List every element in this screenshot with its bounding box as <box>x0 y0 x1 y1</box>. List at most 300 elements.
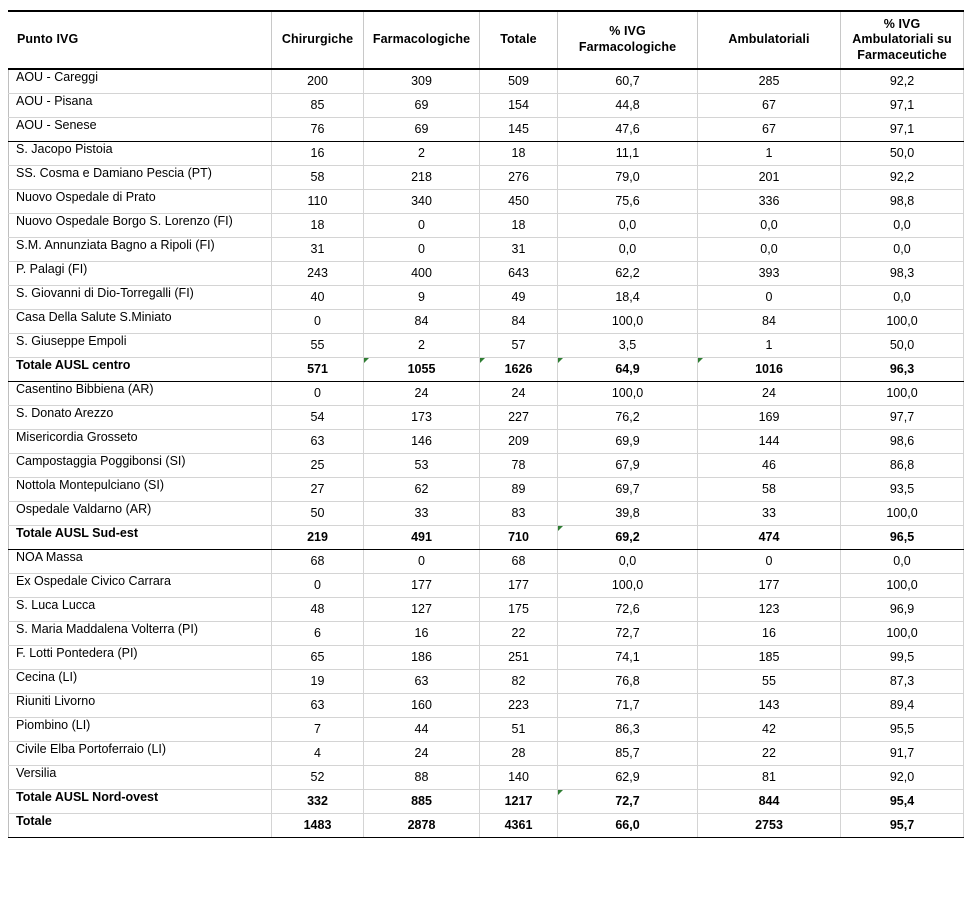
cell-value: 0,0 <box>893 242 911 256</box>
cell-pct-farmacologiche[interactable] <box>558 69 698 93</box>
cell-pct-farmacologiche[interactable] <box>558 549 698 573</box>
cell-chirurgiche[interactable] <box>272 453 364 477</box>
cell-farmacologiche[interactable] <box>364 261 480 285</box>
cell-chirurgiche[interactable] <box>272 189 364 213</box>
cell-pct-farmacologiche[interactable] <box>558 309 698 333</box>
cell-ambulatoriali[interactable] <box>698 597 841 621</box>
cell-pct-farmacologiche[interactable] <box>558 213 698 237</box>
cell-chirurgiche[interactable] <box>272 501 364 525</box>
cell-value: 71,7 <box>615 698 640 712</box>
cell-ambulatoriali[interactable] <box>698 237 841 261</box>
cell-value: 2 <box>418 338 425 352</box>
table-row[interactable] <box>9 309 964 333</box>
cell-punto-ivg[interactable]: P. Palagi (FI) <box>9 261 272 285</box>
cell-pct-farmacologiche[interactable] <box>558 621 698 645</box>
cell-totale[interactable] <box>480 573 558 597</box>
cell-punto-ivg[interactable]: Totale AUSL Sud-est <box>9 525 272 549</box>
cell-chirurgiche[interactable] <box>272 525 364 549</box>
cell-value: 44 <box>414 722 429 736</box>
cell-totale[interactable] <box>480 141 558 165</box>
cell-pct-ambulatoriali[interactable] <box>841 333 964 357</box>
cell-pct-farmacologiche[interactable] <box>558 693 698 717</box>
cell-pct-farmacologiche[interactable] <box>558 141 698 165</box>
cell-totale[interactable] <box>480 717 558 741</box>
table-row[interactable] <box>9 93 964 117</box>
cell-pct-farmacologiche[interactable] <box>558 117 698 141</box>
cell-pct-ambulatoriali[interactable] <box>841 189 964 213</box>
cell-value: 400 <box>411 266 432 280</box>
cell-farmacologiche[interactable] <box>364 237 480 261</box>
cell-chirurgiche[interactable] <box>272 429 364 453</box>
cell-punto-ivg[interactable]: S.M. Annunziata Bagno a Ripoli (FI) <box>9 237 272 261</box>
cell-chirurgiche[interactable] <box>272 333 364 357</box>
cell-pct-ambulatoriali[interactable] <box>841 429 964 453</box>
column-header-totale[interactable]: Totale <box>480 11 558 69</box>
table-row[interactable] <box>9 333 964 357</box>
cell-ambulatoriali[interactable] <box>698 693 841 717</box>
cell-totale[interactable] <box>480 765 558 789</box>
cell-value: 82 <box>511 674 526 688</box>
cell-value: 97,1 <box>889 122 915 136</box>
cell-punto-ivg[interactable]: NOA Massa <box>9 549 272 573</box>
cell-chirurgiche[interactable] <box>272 381 364 405</box>
table-row[interactable] <box>9 261 964 285</box>
cell-farmacologiche[interactable] <box>364 165 480 189</box>
cell-pct-farmacologiche[interactable] <box>558 741 698 765</box>
cell-pct-ambulatoriali[interactable] <box>841 621 964 645</box>
cell-pct-farmacologiche[interactable] <box>558 597 698 621</box>
cell-totale[interactable] <box>480 381 558 405</box>
cell-punto-ivg[interactable]: S. Luca Lucca <box>9 597 272 621</box>
table-row[interactable] <box>9 693 964 717</box>
table-row[interactable] <box>9 213 964 237</box>
cell-totale[interactable] <box>480 261 558 285</box>
cell-totale[interactable] <box>480 165 558 189</box>
cell-value: 91,7 <box>889 746 915 760</box>
cell-value: 9 <box>418 290 425 304</box>
cell-farmacologiche[interactable] <box>364 333 480 357</box>
cell-punto-ivg[interactable]: Totale AUSL centro <box>9 357 272 381</box>
cell-totale[interactable] <box>480 357 558 381</box>
cell-ambulatoriali[interactable] <box>698 189 841 213</box>
cell-value: 22 <box>511 626 526 640</box>
cell-value: 84 <box>414 314 429 328</box>
cell-punto-ivg[interactable]: Casa Della Salute S.Miniato <box>9 309 272 333</box>
cell-chirurgiche[interactable] <box>272 717 364 741</box>
cell-pct-ambulatoriali[interactable] <box>841 69 964 93</box>
cell-pct-ambulatoriali[interactable] <box>841 117 964 141</box>
cell-punto-ivg[interactable]: Misericordia Grosseto <box>9 429 272 453</box>
cell-farmacologiche[interactable] <box>364 213 480 237</box>
cell-totale[interactable] <box>480 237 558 261</box>
table-row[interactable] <box>9 165 964 189</box>
cell-farmacologiche[interactable] <box>364 669 480 693</box>
cell-farmacologiche[interactable] <box>364 693 480 717</box>
cell-punto-ivg[interactable]: Casentino Bibbiena (AR) <box>9 381 272 405</box>
cell-chirurgiche[interactable] <box>272 285 364 309</box>
cell-pct-farmacologiche[interactable] <box>558 261 698 285</box>
cell-pct-ambulatoriali[interactable] <box>841 813 964 837</box>
cell-punto-ivg[interactable]: AOU - Careggi <box>9 69 272 93</box>
cell-pct-ambulatoriali[interactable] <box>841 501 964 525</box>
cell-pct-ambulatoriali[interactable] <box>841 645 964 669</box>
cell-pct-ambulatoriali[interactable] <box>841 597 964 621</box>
cell-totale[interactable] <box>480 333 558 357</box>
cell-farmacologiche[interactable] <box>364 765 480 789</box>
cell-punto-ivg[interactable]: F. Lotti Pontedera (PI) <box>9 645 272 669</box>
cell-value: 47,6 <box>615 122 640 136</box>
cell-pct-ambulatoriali[interactable] <box>841 381 964 405</box>
column-header-pct-ivg-ambulatoriali-su-farmaceutiche[interactable] <box>841 11 964 69</box>
cell-totale[interactable] <box>480 477 558 501</box>
cell-ambulatoriali[interactable] <box>698 285 841 309</box>
cell-chirurgiche[interactable] <box>272 165 364 189</box>
cell-value: 31 <box>511 242 526 256</box>
table-row[interactable] <box>9 621 964 645</box>
cell-punto-ivg[interactable]: Ex Ospedale Civico Carrara <box>9 573 272 597</box>
cell-farmacologiche[interactable] <box>364 141 480 165</box>
table-row[interactable] <box>9 405 964 429</box>
cell-ambulatoriali[interactable] <box>698 477 841 501</box>
cell-farmacologiche[interactable] <box>364 501 480 525</box>
cell-pct-farmacologiche[interactable] <box>558 645 698 669</box>
cell-pct-ambulatoriali[interactable] <box>841 237 964 261</box>
cell-ambulatoriali[interactable] <box>698 501 841 525</box>
cell-farmacologiche[interactable] <box>364 573 480 597</box>
cell-farmacologiche[interactable] <box>364 789 480 813</box>
cell-chirurgiche[interactable] <box>272 309 364 333</box>
cell-farmacologiche[interactable] <box>364 741 480 765</box>
cell-farmacologiche[interactable] <box>364 549 480 573</box>
cell-value: 1217 <box>504 794 533 808</box>
cell-pct-farmacologiche[interactable] <box>558 189 698 213</box>
cell-punto-ivg[interactable]: Campostaggia Poggibonsi (SI) <box>9 453 272 477</box>
cell-ambulatoriali[interactable] <box>698 525 841 549</box>
column-header-ambulatoriali[interactable]: Ambulatoriali <box>698 11 841 69</box>
cell-totale[interactable] <box>480 621 558 645</box>
cell-ambulatoriali[interactable] <box>698 261 841 285</box>
cell-value: 88 <box>414 770 429 784</box>
column-header-pct-ivg-farmacologiche[interactable] <box>558 11 698 69</box>
cell-pct-ambulatoriali[interactable] <box>841 669 964 693</box>
cell-pct-farmacologiche[interactable] <box>558 453 698 477</box>
cell-ambulatoriali[interactable] <box>698 141 841 165</box>
cell-farmacologiche[interactable] <box>364 405 480 429</box>
cell-punto-ivg[interactable]: S. Giuseppe Empoli <box>9 333 272 357</box>
cell-totale[interactable] <box>480 189 558 213</box>
cell-ambulatoriali[interactable] <box>698 117 841 141</box>
cell-ambulatoriali[interactable] <box>698 309 841 333</box>
cell-ambulatoriali[interactable] <box>698 813 841 837</box>
cell-ambulatoriali[interactable] <box>698 669 841 693</box>
cell-pct-farmacologiche[interactable] <box>558 789 698 813</box>
cell-chirurgiche[interactable] <box>272 69 364 93</box>
cell-chirurgiche[interactable] <box>272 261 364 285</box>
column-header-chirurgiche[interactable]: Chirurgiche <box>272 11 364 69</box>
cell-farmacologiche[interactable] <box>364 477 480 501</box>
cell-ambulatoriali[interactable] <box>698 333 841 357</box>
cell-pct-farmacologiche[interactable] <box>558 501 698 525</box>
cell-pct-ambulatoriali[interactable] <box>841 453 964 477</box>
cell-pct-farmacologiche[interactable] <box>558 381 698 405</box>
cell-pct-ambulatoriali[interactable] <box>841 525 964 549</box>
cell-chirurgiche[interactable] <box>272 741 364 765</box>
cell-totale[interactable] <box>480 117 558 141</box>
cell-farmacologiche[interactable] <box>364 597 480 621</box>
cell-farmacologiche[interactable] <box>364 309 480 333</box>
cell-value: 0,0 <box>618 554 637 568</box>
cell-value: 97,1 <box>889 98 915 112</box>
cell-pct-farmacologiche[interactable] <box>558 285 698 309</box>
cell-value: 50 <box>310 506 325 520</box>
table-row[interactable] <box>9 741 964 765</box>
table-row[interactable] <box>9 501 964 525</box>
cell-totale[interactable] <box>480 549 558 573</box>
table-row[interactable] <box>9 285 964 309</box>
cell-ambulatoriali[interactable] <box>698 573 841 597</box>
cell-ambulatoriali[interactable] <box>698 645 841 669</box>
cell-totale[interactable] <box>480 525 558 549</box>
cell-farmacologiche[interactable] <box>364 117 480 141</box>
cell-pct-ambulatoriali[interactable] <box>841 357 964 381</box>
cell-pct-ambulatoriali[interactable] <box>841 405 964 429</box>
cell-punto-ivg[interactable]: AOU - Pisana <box>9 93 272 117</box>
cell-totale[interactable] <box>480 501 558 525</box>
cell-totale[interactable] <box>480 813 558 837</box>
cell-ambulatoriali[interactable] <box>698 429 841 453</box>
cell-pct-farmacologiche[interactable] <box>558 429 698 453</box>
cell-punto-ivg[interactable]: Totale <box>9 813 272 837</box>
cell-punto-ivg[interactable]: S. Giovanni di Dio-Torregalli (FI) <box>9 285 272 309</box>
cell-totale[interactable] <box>480 69 558 93</box>
table-row[interactable] <box>9 573 964 597</box>
cell-value: 96,3 <box>889 362 915 376</box>
cell-pct-ambulatoriali[interactable] <box>841 93 964 117</box>
cell-chirurgiche[interactable] <box>272 93 364 117</box>
cell-chirurgiche[interactable] <box>272 789 364 813</box>
cell-ambulatoriali[interactable] <box>698 621 841 645</box>
cell-farmacologiche[interactable] <box>364 525 480 549</box>
cell-punto-ivg[interactable]: Civile Elba Portoferraio (LI) <box>9 741 272 765</box>
cell-ambulatoriali[interactable] <box>698 381 841 405</box>
cell-punto-ivg[interactable]: Piombino (LI) <box>9 717 272 741</box>
cell-totale[interactable] <box>480 213 558 237</box>
cell-pct-farmacologiche[interactable] <box>558 93 698 117</box>
cell-punto-ivg[interactable]: Ospedale Valdarno (AR) <box>9 501 272 525</box>
cell-ambulatoriali[interactable] <box>698 717 841 741</box>
cell-ambulatoriali[interactable] <box>698 165 841 189</box>
cell-totale[interactable] <box>480 309 558 333</box>
cell-ambulatoriali[interactable] <box>698 741 841 765</box>
cell-chirurgiche[interactable] <box>272 477 364 501</box>
cell-farmacologiche[interactable] <box>364 189 480 213</box>
cell-ambulatoriali[interactable] <box>698 549 841 573</box>
table-row[interactable] <box>9 381 964 405</box>
table-row[interactable] <box>9 669 964 693</box>
column-header-farmacologiche[interactable]: Farmacologiche <box>364 11 480 69</box>
cell-value: 844 <box>758 794 780 808</box>
cell-value: 450 <box>508 194 529 208</box>
cell-chirurgiche[interactable] <box>272 621 364 645</box>
cell-pct-ambulatoriali[interactable] <box>841 261 964 285</box>
table-row[interactable] <box>9 549 964 573</box>
cell-pct-farmacologiche[interactable] <box>558 405 698 429</box>
cell-value: 22 <box>762 746 776 760</box>
cell-totale[interactable] <box>480 429 558 453</box>
cell-totale[interactable] <box>480 693 558 717</box>
cell-punto-ivg[interactable]: Versilia <box>9 765 272 789</box>
cell-ambulatoriali[interactable] <box>698 765 841 789</box>
table-row[interactable] <box>9 717 964 741</box>
cell-farmacologiche[interactable] <box>364 429 480 453</box>
cell-pct-farmacologiche[interactable] <box>558 765 698 789</box>
table-row[interactable] <box>9 189 964 213</box>
cell-ambulatoriali[interactable] <box>698 789 841 813</box>
cell-ambulatoriali[interactable] <box>698 405 841 429</box>
cell-pct-ambulatoriali[interactable] <box>841 717 964 741</box>
cell-chirurgiche[interactable] <box>272 597 364 621</box>
cell-chirurgiche[interactable] <box>272 813 364 837</box>
cell-chirurgiche[interactable] <box>272 669 364 693</box>
cell-value: 0,0 <box>760 242 778 256</box>
cell-pct-ambulatoriali[interactable] <box>841 165 964 189</box>
cell-chirurgiche[interactable] <box>272 693 364 717</box>
cell-punto-ivg[interactable]: Nuovo Ospedale Borgo S. Lorenzo (FI) <box>9 213 272 237</box>
cell-pct-ambulatoriali[interactable] <box>841 285 964 309</box>
table-row[interactable] <box>9 789 964 813</box>
cell-totale[interactable] <box>480 741 558 765</box>
cell-pct-ambulatoriali[interactable] <box>841 477 964 501</box>
cell-pct-ambulatoriali[interactable] <box>841 549 964 573</box>
cell-punto-ivg[interactable]: S. Jacopo Pistoia <box>9 141 272 165</box>
cell-chirurgiche[interactable] <box>272 405 364 429</box>
cell-ambulatoriali[interactable] <box>698 93 841 117</box>
cell-pct-ambulatoriali[interactable] <box>841 741 964 765</box>
cell-pct-farmacologiche[interactable] <box>558 813 698 837</box>
cell-value: 98,3 <box>889 266 915 280</box>
cell-value: 160 <box>411 698 432 712</box>
cell-pct-ambulatoriali[interactable] <box>841 765 964 789</box>
cell-pct-ambulatoriali[interactable] <box>841 309 964 333</box>
table-row[interactable] <box>9 117 964 141</box>
cell-chirurgiche[interactable] <box>272 141 364 165</box>
cell-totale[interactable] <box>480 93 558 117</box>
cell-pct-farmacologiche[interactable] <box>558 477 698 501</box>
cell-chirurgiche[interactable] <box>272 573 364 597</box>
table-row[interactable] <box>9 813 964 837</box>
cell-punto-ivg[interactable]: Totale AUSL Nord-ovest <box>9 789 272 813</box>
cell-ambulatoriali[interactable] <box>698 213 841 237</box>
cell-totale[interactable] <box>480 285 558 309</box>
table-row[interactable] <box>9 765 964 789</box>
cell-value: 24 <box>762 386 776 400</box>
cell-value: 93,5 <box>889 482 915 496</box>
cell-ambulatoriali[interactable] <box>698 357 841 381</box>
cell-totale[interactable] <box>480 453 558 477</box>
cell-farmacologiche[interactable] <box>364 813 480 837</box>
table-row[interactable] <box>9 69 964 93</box>
table-row[interactable] <box>9 429 964 453</box>
cell-value: 169 <box>758 410 780 424</box>
cell-farmacologiche[interactable] <box>364 93 480 117</box>
cell-value: 33 <box>414 506 429 520</box>
table-row[interactable] <box>9 525 964 549</box>
cell-totale[interactable] <box>480 405 558 429</box>
cell-value: 0 <box>765 290 773 304</box>
cell-pct-ambulatoriali[interactable] <box>841 213 964 237</box>
cell-value: 100,0 <box>886 386 918 400</box>
cell-farmacologiche[interactable] <box>364 285 480 309</box>
cell-farmacologiche[interactable] <box>364 381 480 405</box>
error-flag-icon <box>558 790 563 795</box>
cell-farmacologiche[interactable] <box>364 645 480 669</box>
cell-farmacologiche[interactable] <box>364 717 480 741</box>
table-row[interactable] <box>9 645 964 669</box>
cell-value: 18 <box>511 146 526 160</box>
cell-totale[interactable] <box>480 789 558 813</box>
cell-pct-farmacologiche[interactable] <box>558 237 698 261</box>
cell-punto-ivg[interactable]: S. Donato Arezzo <box>9 405 272 429</box>
cell-pct-farmacologiche[interactable] <box>558 165 698 189</box>
cell-punto-ivg[interactable]: Nottola Montepulciano (SI) <box>9 477 272 501</box>
cell-pct-farmacologiche[interactable] <box>558 333 698 357</box>
cell-punto-ivg[interactable]: S. Maria Maddalena Volterra (PI) <box>9 621 272 645</box>
cell-value: 95,7 <box>889 818 915 832</box>
cell-pct-farmacologiche[interactable] <box>558 669 698 693</box>
cell-farmacologiche[interactable] <box>364 357 480 381</box>
cell-chirurgiche[interactable] <box>272 213 364 237</box>
cell-farmacologiche[interactable] <box>364 453 480 477</box>
cell-punto-ivg[interactable]: AOU - Senese <box>9 117 272 141</box>
column-header-punto-ivg[interactable]: Punto IVG <box>9 11 272 69</box>
table-row[interactable] <box>9 453 964 477</box>
cell-chirurgiche[interactable] <box>272 549 364 573</box>
cell-pct-farmacologiche[interactable] <box>558 717 698 741</box>
cell-farmacologiche[interactable] <box>364 69 480 93</box>
cell-chirurgiche[interactable] <box>272 765 364 789</box>
cell-punto-ivg[interactable]: Cecina (LI) <box>9 669 272 693</box>
cell-punto-ivg[interactable]: Nuovo Ospedale di Prato <box>9 189 272 213</box>
cell-chirurgiche[interactable] <box>272 237 364 261</box>
cell-pct-ambulatoriali[interactable] <box>841 141 964 165</box>
cell-value: 33 <box>762 506 776 520</box>
table-row[interactable] <box>9 357 964 381</box>
cell-chirurgiche[interactable] <box>272 645 364 669</box>
cell-pct-ambulatoriali[interactable] <box>841 789 964 813</box>
cell-totale[interactable] <box>480 645 558 669</box>
cell-pct-ambulatoriali[interactable] <box>841 693 964 717</box>
table-row[interactable] <box>9 477 964 501</box>
cell-pct-ambulatoriali[interactable] <box>841 573 964 597</box>
cell-farmacologiche[interactable] <box>364 621 480 645</box>
cell-value: 173 <box>411 410 432 424</box>
cell-chirurgiche[interactable] <box>272 117 364 141</box>
table-row[interactable] <box>9 597 964 621</box>
cell-ambulatoriali[interactable] <box>698 453 841 477</box>
cell-punto-ivg[interactable]: Riuniti Livorno <box>9 693 272 717</box>
cell-ambulatoriali[interactable] <box>698 69 841 93</box>
cell-chirurgiche[interactable] <box>272 357 364 381</box>
cell-punto-ivg[interactable]: SS. Cosma e Damiano Pescia (PT) <box>9 165 272 189</box>
cell-pct-farmacologiche[interactable] <box>558 525 698 549</box>
cell-pct-farmacologiche[interactable] <box>558 573 698 597</box>
table-row[interactable] <box>9 141 964 165</box>
cell-totale[interactable] <box>480 597 558 621</box>
cell-value: 285 <box>758 74 780 89</box>
cell-pct-farmacologiche[interactable] <box>558 357 698 381</box>
cell-totale[interactable] <box>480 669 558 693</box>
table-row[interactable] <box>9 237 964 261</box>
